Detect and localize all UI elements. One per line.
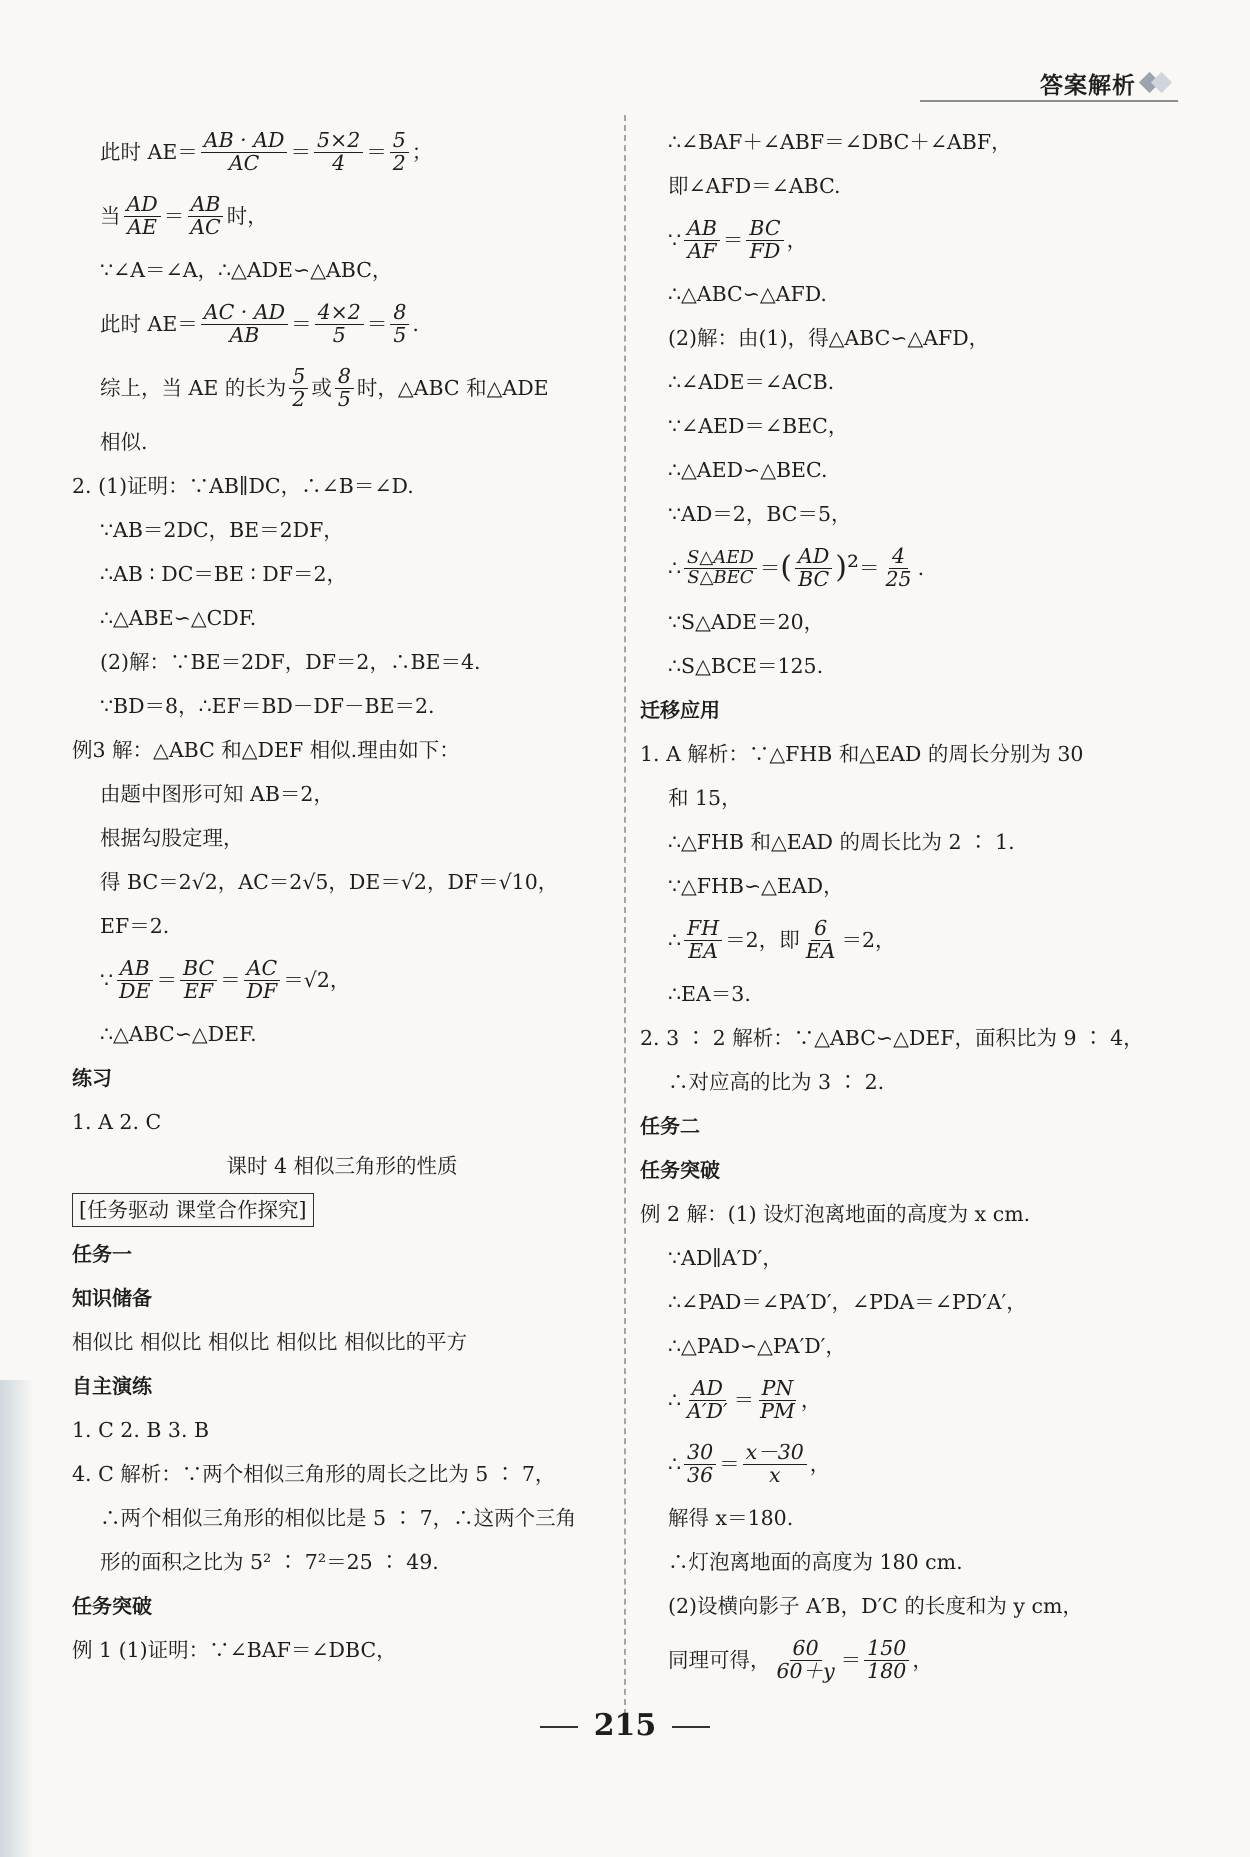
answer-line: 形的面积之比为 5² ∶ 7²＝25 ∶ 49.	[100, 1550, 439, 1574]
section-heading: 自主演练	[72, 1374, 152, 1398]
answer-line: ∴两个相似三角形的相似比是 5 ∶ 7，∴这两个三角	[100, 1506, 577, 1530]
header-title: 答案解析	[1040, 72, 1136, 99]
page-edge-shadow	[0, 1380, 34, 1857]
answer-line: ∵AD∥A′D′，	[668, 1246, 783, 1270]
answer-line: ∵ $\frac{AB}{AF}$ ＝ $\frac{BC}{FD}$ ，	[668, 215, 808, 263]
answer-line: 1. A 2. C	[72, 1110, 162, 1134]
answer-line: 得 BC＝2√2，AC＝2√5，DE＝√2，DF＝√10，	[100, 870, 559, 894]
answer-line: 即∠AFD＝∠ABC.	[668, 174, 841, 198]
answer-line: 例3 解：△ABC 和△DEF 相似.理由如下：	[72, 738, 460, 762]
answer-line: ∴∠ADE＝∠ACB.	[668, 370, 835, 394]
page-number: 215	[0, 1708, 1250, 1743]
diamond-icon	[1142, 68, 1172, 98]
section-heading: 练习	[72, 1066, 112, 1090]
answer-line: EF＝2.	[100, 914, 170, 938]
answer-line: ∵∠AED＝∠BEC，	[668, 414, 849, 438]
answer-line: 例 1 (1)证明：∵∠BAF＝∠DBC，	[72, 1638, 397, 1662]
answer-line: ∵S△ADE＝20，	[668, 610, 825, 634]
answer-line: ∴ $\frac{30}{36}$ ＝ $\frac{x-30}{x}$ ，	[668, 1439, 831, 1487]
answer-line: 此时 AE＝ $\frac{AB \cdot AD}{AC}$ ＝ $\frac{5\times 2}{4}$ ＝ $\frac{5}{2}$ ；	[100, 127, 433, 175]
answer-line: 根据勾股定理，	[100, 826, 244, 850]
answer-line: 和 15，	[668, 786, 742, 810]
answer-line: 此时 AE＝ $\frac{AC \cdot AD}{AB}$ ＝ $\frac{4\times 2}{5}$ ＝ $\frac{8}{5}$ .	[100, 299, 419, 347]
answer-line: ∴S△BCE＝125.	[668, 654, 824, 678]
answer-line: 综上，当 AE 的长为 $\frac{5}{2}$ 或 $\frac{8}{5}$ 时，△ABC 和△ADE	[100, 363, 549, 411]
answer-line: 2. (1)证明：∵AB∥DC，∴∠B＝∠D.	[72, 474, 414, 498]
answer-line: ∴灯泡离地面的高度为 180 cm.	[668, 1550, 963, 1574]
answer-line: 解得 x＝180.	[668, 1506, 794, 1530]
answer-line: (2)设横向影子 A′B，D′C 的长度和为 y cm，	[668, 1594, 1083, 1618]
module-banner: [任务驱动 课堂合作探究]	[72, 1188, 612, 1232]
answer-line: ∵BD＝8，∴EF＝BD－DF－BE＝2.	[100, 694, 435, 718]
answer-line: ∴△ABE∽△CDF.	[100, 606, 257, 630]
answer-line: ∴△AED∽△BEC.	[668, 458, 828, 482]
left-column	[72, 120, 612, 1672]
answer-line: 2. 3 ∶ 2 解析：∵△ABC∽△DEF，面积比为 9 ∶ 4，	[640, 1026, 1144, 1050]
answer-line: ∴△ABC∽△DEF.	[100, 1022, 257, 1046]
answer-line: ∴ $\frac{AD}{A'D'}$ ＝ $\frac{PN}{PM}$ ，	[668, 1375, 822, 1423]
answer-line: 1. A 解析：∵△FHB 和△EAD 的周长分别为 30	[640, 742, 1084, 766]
answer-line: ∵ $\frac{AB}{DE}$ ＝ $\frac{BC}{EF}$ ＝ $\frac{AC}{DF}$ ＝√2，	[100, 955, 351, 1003]
answer-line: ∴∠BAF＋∠ABF＝∠DBC＋∠ABF，	[668, 130, 1012, 154]
answer-line: ∴EA＝3.	[668, 982, 751, 1006]
answer-line: ∴△FHB 和△EAD 的周长比为 2 ∶ 1.	[668, 830, 1015, 854]
answer-line: ∴△PAD∽△PA′D′，	[668, 1334, 846, 1358]
answer-line: ∵AB＝2DC，BE＝2DF，	[100, 518, 344, 542]
section-heading: 迁移应用	[640, 698, 720, 722]
header-rule	[920, 100, 1178, 102]
answer-line: ∴对应高的比为 3 ∶ 2.	[668, 1070, 885, 1094]
answer-line: ∵∠A＝∠A，∴△ADE∽△ABC，	[100, 258, 393, 282]
answer-line: 例 2 解：(1) 设灯泡离地面的高度为 x cm.	[640, 1202, 1031, 1226]
answer-line: ∴△ABC∽△AFD.	[668, 282, 827, 306]
lesson-title: 课时 4 相似三角形的性质	[226, 1154, 458, 1178]
section-heading: 知识储备	[72, 1286, 152, 1310]
column-divider	[624, 115, 626, 1725]
section-heading: 任务一	[72, 1242, 132, 1266]
answer-line: ∴AB ∶ DC＝BE ∶ DF＝2，	[100, 562, 348, 586]
answer-line: 相似.	[100, 430, 148, 454]
answer-line: (2)解：由(1)，得△ABC∽△AFD，	[668, 326, 990, 350]
section-heading: 任务突破	[640, 1158, 720, 1182]
answer-line: 相似比 相似比 相似比 相似比 相似比的平方	[72, 1330, 468, 1354]
section-heading: 任务突破	[72, 1594, 152, 1618]
answer-line: 由题中图形可知 AB＝2，	[100, 782, 334, 806]
answer-line: 当 $\frac{AD}{AE}$ ＝ $\frac{AB}{AC}$ 时，	[100, 191, 268, 239]
answer-line: ∴ $\frac{FH}{EA}$ ＝2，即 $\frac{6}{EA}$ ＝2，	[668, 915, 896, 963]
section-heading: 任务二	[640, 1114, 700, 1138]
answer-line: 同理可得， $\frac{60}{60+y}$ ＝ $\frac{150}{180}$ ，	[668, 1635, 933, 1683]
answer-line: (2)解：∵BE＝2DF，DF＝2，∴BE＝4.	[100, 650, 481, 674]
right-column	[640, 120, 1185, 1692]
answer-line: ∴∠PAD＝∠PA′D′，∠PDA＝∠PD′A′，	[668, 1290, 1027, 1314]
answer-line: ∵△FHB∽△EAD，	[668, 874, 844, 898]
answer-line: 4. C 解析：∵两个相似三角形的周长之比为 5 ∶ 7，	[72, 1462, 556, 1486]
answer-line: ∴ $\frac{\text{S△AED}}{\text{S△BEC}}$ ＝ ( $\frac{AD}{BC}$ )² ＝ $\frac{4}{25}$ .	[668, 543, 925, 591]
answer-line: ∵AD＝2，BC＝5，	[668, 502, 852, 526]
answer-line: 1. C 2. B 3. B	[72, 1418, 210, 1442]
